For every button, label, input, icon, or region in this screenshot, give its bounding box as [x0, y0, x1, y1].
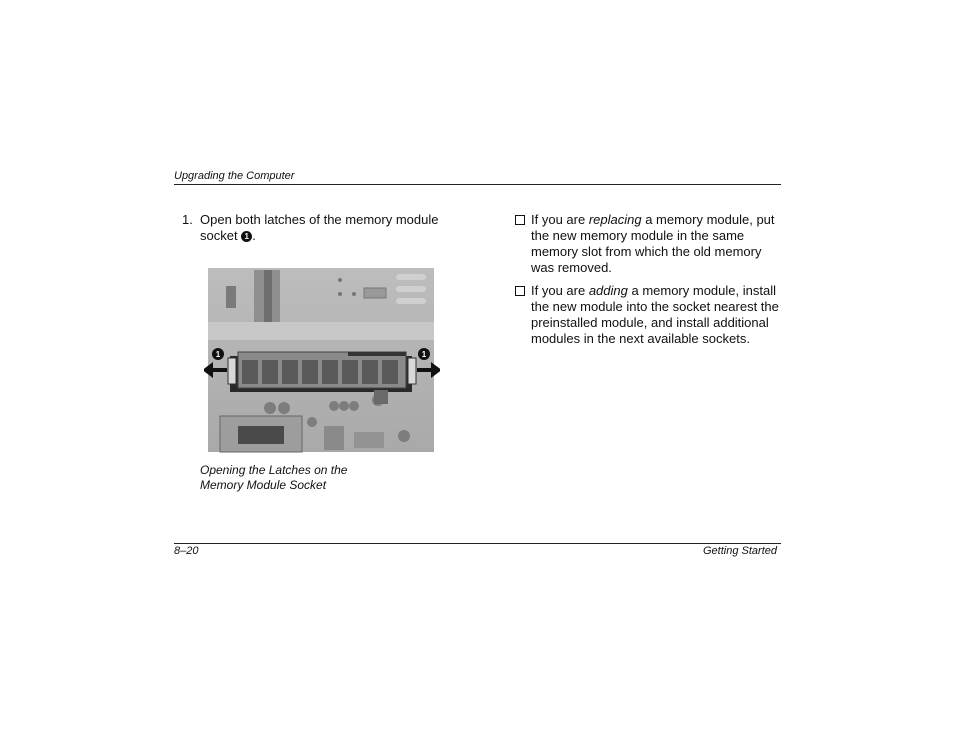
caption-line2: Memory Module Socket — [200, 478, 327, 492]
board-edge — [208, 322, 434, 340]
running-header: Upgrading the Computer — [174, 170, 295, 182]
bullet-emphasis: replacing — [588, 212, 642, 227]
capacitor — [339, 401, 349, 411]
step-1 — [182, 212, 452, 244]
board-slot — [396, 298, 426, 304]
memory-chip — [342, 360, 358, 384]
guide-title: Getting Started — [703, 545, 777, 557]
figure-caption — [200, 463, 347, 493]
latch-left — [228, 358, 236, 384]
memory-module-socket-illustration — [204, 266, 440, 454]
bullet-prefix: If you are — [531, 283, 589, 298]
capacitor — [264, 402, 276, 414]
board-component — [264, 270, 272, 330]
callout-1-icon: 1 — [241, 231, 252, 242]
bullet-prefix: If you are — [531, 212, 589, 227]
board-component — [374, 390, 388, 404]
capacitor — [349, 401, 359, 411]
memory-contacts — [348, 352, 406, 356]
board-slot — [396, 274, 426, 280]
caption-line1: Opening the Latches on the — [200, 463, 348, 477]
memory-chip — [262, 360, 278, 384]
memory-chip — [242, 360, 258, 384]
latch-right — [408, 358, 416, 384]
capacitor — [398, 430, 410, 442]
memory-chip — [322, 360, 338, 384]
step-text-line1: Open both latches of the memory module — [200, 212, 439, 227]
callout-left-label: 1 — [215, 350, 221, 359]
memory-chip — [362, 360, 378, 384]
step-text-line2 — [182, 228, 452, 244]
checkbox-bullet-icon — [515, 286, 525, 296]
capacitor — [278, 402, 290, 414]
step-number: 1. — [182, 212, 193, 227]
board-hole — [338, 292, 342, 296]
bullet-rest: a memory module, put the new memory module in the same memory slot from which the old memory was removed. — [531, 212, 775, 275]
bullet-rest: a memory module, install the new module into the socket nearest the preinstalled module, and install additional modules in the next available sockets. — [531, 283, 779, 346]
capacitor — [307, 417, 317, 427]
checkbox-bullet-icon — [515, 215, 525, 225]
board-component — [324, 426, 344, 450]
board-hole — [338, 278, 342, 282]
board-component — [226, 286, 236, 308]
callout-right-label: 1 — [421, 350, 427, 359]
board-slot — [396, 286, 426, 292]
memory-chip — [302, 360, 318, 384]
page-number: 8–20 — [174, 545, 199, 557]
bullet-adding — [515, 283, 780, 347]
bullet-emphasis: adding — [588, 283, 628, 298]
footer-rule — [174, 543, 781, 544]
bullet-replacing — [515, 212, 780, 276]
header-rule — [174, 184, 781, 185]
board-connector — [364, 288, 386, 298]
capacitor — [329, 401, 339, 411]
board-hole — [352, 292, 356, 296]
memory-chip — [382, 360, 398, 384]
board-component — [354, 432, 384, 448]
step-text-period: . — [252, 228, 256, 243]
memory-chip — [282, 360, 298, 384]
step-text-socket: socket — [200, 228, 238, 243]
processor-chip — [238, 426, 284, 444]
bullet-list — [515, 212, 780, 354]
